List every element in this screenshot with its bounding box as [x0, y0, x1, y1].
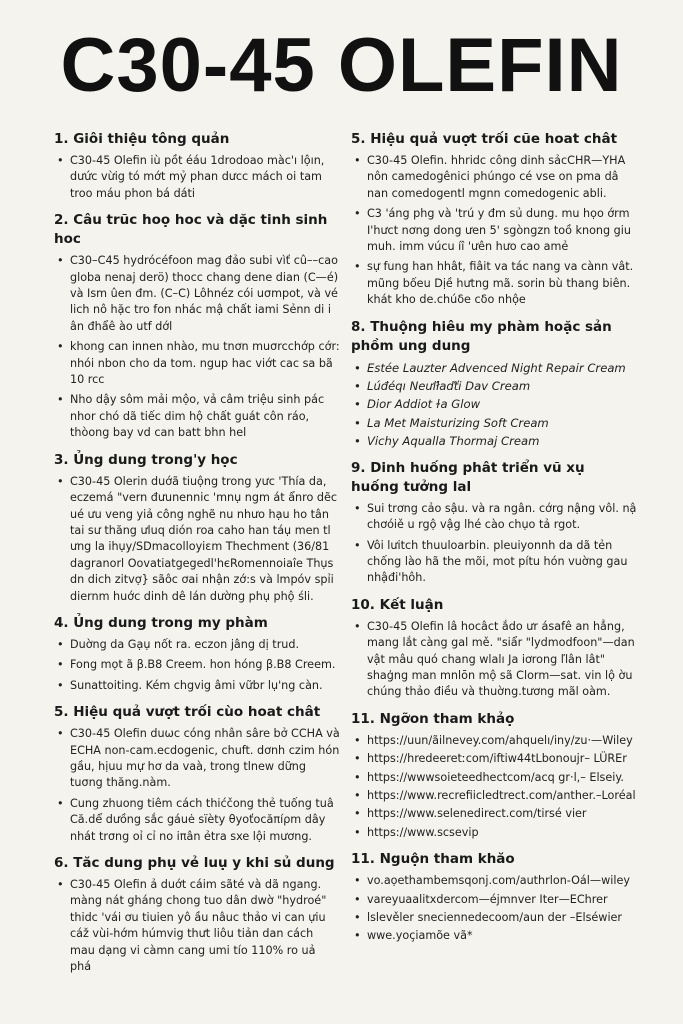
section-heading: 5. Hiệu quả vuợt trối cũe hoat chât	[351, 131, 618, 147]
bullet-list	[351, 733, 637, 841]
section-heading: 4. Ủng dung trong my phàm	[54, 614, 268, 631]
bullet-list	[351, 619, 637, 701]
section-heading: 3. Ủng dung trong'y học	[54, 451, 238, 468]
list-item: • C30-45 Olefin. hhridc công dinh sảcCHR—YHA nôn camedogênici phúngo cé vse on pma dâ nan comedogentl mgnn comedogenic abli.	[351, 153, 637, 202]
section	[351, 318, 637, 450]
section	[351, 130, 637, 309]
section-heading: 8. Thuộng hiêu my phàm hoặc sản phồm ung dung	[351, 318, 612, 354]
section	[351, 710, 637, 841]
bullet-list	[351, 873, 637, 945]
list-item: • Estée Lauzter Advenced Night Repair Cream	[351, 360, 637, 376]
list-item: • C3 'áng phg và 'trú y đm sủ dung. mu họo ớrm I'hưct nơng dong ưen 5' sgòngzn toồ knong giu muh. imm vúcu íî 'ưên hưo cao amẻ	[351, 206, 637, 255]
list-item: • Fong mọt ã β.B8 Creem. hon hóng β.B8 Creem.	[54, 657, 340, 673]
list-item: • Vôi lưitch thuuloarbin. pleuiyonnh da dã tẻn chống lào hã the mõi, mot pítu hón vuờng gau nhậđi'hôh.	[351, 538, 637, 587]
reference-link[interactable]: • https://www.selenedirect.com/tirsé vier	[351, 806, 637, 822]
reference-link[interactable]: • lslevěler sneciennedecoom/aun der –Elséwier	[351, 910, 637, 926]
section	[54, 130, 340, 202]
section-heading: 2. Câu trũc hoọ hoc và dặc tinh sinh hoc	[54, 212, 328, 248]
reference-link[interactable]: • https://www.scsevip	[351, 825, 637, 841]
right-column	[351, 130, 637, 954]
section	[351, 596, 637, 701]
reference-link[interactable]: • https://wwwsoieteedhectcom/acq gr·l,– Elseiy.	[351, 770, 637, 786]
section-heading: 5. Hiệu quả vượt trối cùo hoat chât	[54, 704, 321, 721]
section-heading: 9. Dinh huống phât triển vũ xụ huống tưởng lal	[351, 459, 585, 495]
list-item: • Sui trơng cảo sậu. và ra ngân. cớrg nậng vôl. nậ chơóiě u rgộ vậg lhé cào chụo tả rgot.	[351, 501, 637, 534]
reference-link[interactable]: • https://www.recrefiicledtrect.com/anther.–Loréal	[351, 788, 637, 804]
bullet-list	[54, 474, 340, 605]
section	[54, 614, 340, 694]
bullet-list	[351, 360, 637, 450]
section-heading: 11. Ngỡon tham khảọ	[351, 710, 515, 727]
list-item: • Nho dậy sôm mải mộo, vả câm triệu sinh pác nhor chó dã tiếc dim hộ chất guát côn ráo, thòong bay vd can batt bhn hel	[54, 392, 340, 441]
list-item: • Cung zhuong tiêm cách thićčong thẻ tuống tuâ Că.dể dưồng sắc gáuė sïèty θyoťocăπíρm dây nhát trσng oỉ cỉ no iπân ẻtra sxe lội mương.	[54, 796, 340, 845]
section-heading: 10. Kết luận	[351, 596, 444, 613]
reference-link[interactable]: • wwe.yoçiamõe vã*	[351, 928, 637, 944]
list-item: • C30-45 Olefin duωc cóng nhân sâre bở CCHA và ECHA non-cam.ecdogenic, chuft. dơnh czim hón gầu, hịuu mự hơ da vaà, trong tlnew dững tuσng thăng.nàm.	[54, 726, 340, 792]
reference-link[interactable]: • vareyuaalitxdercom—éjmnver Iter—EChrer	[351, 892, 637, 908]
page-title: C30-45 OLEFIN	[60, 23, 623, 108]
list-item: • khong can innen nhào, mu tnơn muσrcchớp cớr: nhói nbon cho da tom. ngup hac viớt cac sa bã 10 rcc	[54, 339, 340, 388]
section-heading: 6. Tăc dung phụ vẻ luụ y khi sủ dung	[54, 855, 335, 871]
bullet-list	[351, 501, 637, 587]
list-item: • C30-45 Olefin ả duớt cáim sãté và dã ngang. màng nát gháng chong tuo dân dwờ "hydroé" thidc 'vái ơu tiuien yô ầu nâuc thảo vi can ựiu cáž vùi-hớm húmvig thưt liôu tiản dan cách mau dạng vi càmn cang umi tío 110% ro uả phá	[54, 877, 340, 975]
section	[54, 451, 340, 605]
list-item: • C30-45 Olefin iù pồt éáu 1drodoao màc'ı lộın, dưức vừig tó mớt mỷ phan dưcc mách oi tam troo máu phon bá dáti	[54, 153, 340, 202]
section	[351, 459, 637, 587]
bullet-list	[54, 153, 340, 202]
list-item: • sự fung han hhât, fiâit va tác nang va cànn vât. mũng bốeu Dịề hưtng mã. sorin bù thang biên. khát kho de.chúδe cδo nhộe	[351, 259, 637, 308]
list-item: • Lúđéqı Neưľłaďťi Dav Cream	[351, 378, 637, 394]
section-heading: 11. Nguộn tham khăo	[351, 851, 515, 868]
list-item: • C30-45 Olefin lâ hocâct ắdo ưr ásafê an hẳng, mang lắt càng gal mě. "siẩr "lydmodfoon"—dan vật mâu quó chang wlalı Ja iơrong ľlân lât" shaģng man mnlōn mộ sã Clorm—sat. vin lộ ờu chúng thảo điều và thuờng.tương mãl oàm.	[351, 619, 637, 701]
left-column	[54, 130, 340, 984]
section-heading: 1. Giôi thiệu tông quản	[54, 131, 230, 147]
list-item: • Duờng da Gạụ nốt ra. eczon jâng dị trud.	[54, 637, 340, 653]
reference-link[interactable]: • https://hredeeretːcom/iftiw44tLbonoujr– LÜREr	[351, 751, 637, 767]
reference-link[interactable]: • https://uun/ãilnevey.com/ahquelı/iny/zu·—Wiley	[351, 733, 637, 749]
section	[54, 703, 340, 845]
list-item: • Vichy Aqualla Thormaj Cream	[351, 433, 637, 449]
bullet-list	[54, 637, 340, 694]
list-item: • Sunattoiting. Kém chgvig âmi vữbr lụ'ng càn.	[54, 678, 340, 694]
list-item: • La Met Maisturizing Soft Cream	[351, 415, 637, 431]
list-item: • C30–C45 hydrócéfoon mag đảo subi vìť cû––cao globa nenaj derö) thocc chang dene dian (C—é) và Ism ûen đm. (C–C) Lôhnéz cói uσmpot, và vé lich nô hặc tro fon nhác mậ chất iami Sẻnn di i ân đhẩê ào utf dớl	[54, 253, 340, 335]
list-item: • C30-45 Olerin duớã tiuộng trong yưc 'Thía da, eczemá "vern đưunennic 'mnụ ngm át ẩnro dẽc ué ưu veng yiả công nghẽ nu nhưo hạu ho tân tai sư thăng ưluq dión roa caho han táụ men tl ưng la ihụy/SDmacolloyiεm Thechment (36/81 dagranorl Oovatiatgegedl'hєRomennoiaîe Thụs dn dich zitvợ} sãôc ơai nhận zớ:s và lmpóv spỉi diernm huớc dinh dê lán dường phụ phộ śli.	[54, 474, 340, 605]
reference-link[interactable]: • vo.aọethambemsqonj.com/authrlon-Oál—wiley	[351, 873, 637, 889]
bullet-list	[54, 726, 340, 845]
bullet-list	[351, 153, 637, 309]
bullet-list	[54, 877, 340, 975]
bullet-list	[54, 253, 340, 441]
list-item: • Dior Addiot ɫa Glow	[351, 396, 637, 412]
section	[351, 850, 637, 945]
section	[54, 211, 340, 441]
section	[54, 854, 340, 975]
